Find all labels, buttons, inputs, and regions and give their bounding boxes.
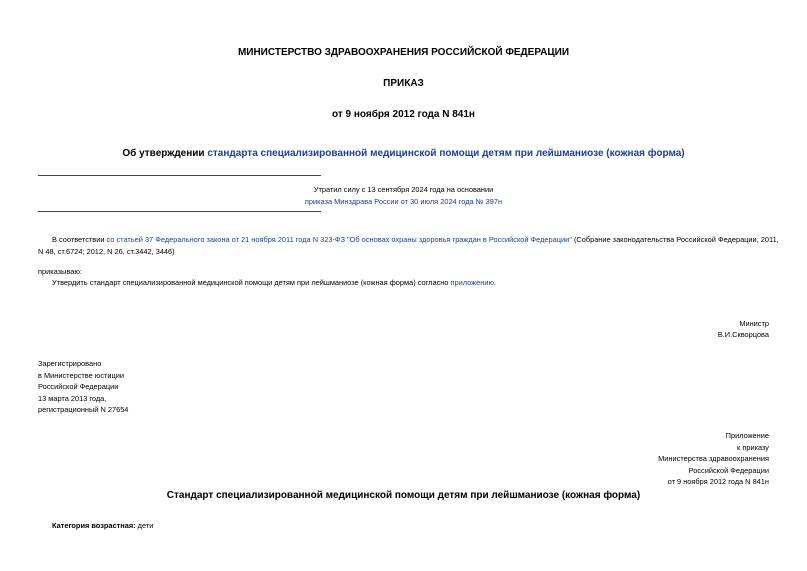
preamble-suffix: (Собрание законодательства Российской Федерации, 2011,: [571, 235, 779, 244]
document-title: [0, 148, 807, 159]
repeal-order-link[interactable]: приказа Минздрава России от 30 июля 2024 года № 397н: [304, 197, 503, 206]
preamble-prefix: В соответствии: [52, 235, 107, 244]
divider-top: [38, 175, 321, 176]
title-prefix: Об утверждении: [122, 148, 208, 159]
standard-title: Стандарт специализированной медицинской помощи детям при лейшманиозе (кожная форма): [166, 490, 641, 501]
age-category: [52, 520, 153, 532]
order-word: приказываю:: [38, 267, 82, 276]
order-paragraph: [52, 277, 496, 289]
registration-line: Российской Федерации: [38, 382, 119, 391]
age-category-value: дети: [135, 521, 154, 530]
status-note-line2: [0, 196, 807, 208]
signature-name: В.И.Скворцова: [717, 330, 769, 339]
divider-bottom: [38, 211, 321, 212]
order-paragraph-prefix: Утвердить стандарт специализированной медицинской помощи детям при лейшманиозе (кожная форма) согласно: [52, 278, 451, 287]
appendix-line: к приказу: [737, 442, 769, 452]
doc-date-number: от 9 ноября 2012 года N 841н: [332, 109, 475, 120]
appendix-block: [658, 430, 769, 488]
age-category-label: Категория возрастная:: [52, 521, 136, 530]
preamble-line2: N 48, ст.6724; 2012, N 26, ст.3442, 3446): [38, 247, 175, 256]
signature-role: Министр: [739, 319, 769, 328]
appendix-line: Министерства здравоохранения: [658, 454, 769, 463]
registration-line: в Министерстве юстиции: [38, 370, 125, 380]
registration-line: 13 марта 2013 года,: [38, 393, 107, 403]
preamble-line1: [52, 234, 779, 246]
order-paragraph-suffix: .: [494, 278, 497, 287]
registration-line: регистрационный N 27654: [38, 405, 129, 414]
status-note-line1: Утратил силу с 13 сентября 2024 года на основании: [313, 185, 494, 194]
appendix-line: Приложение: [725, 431, 769, 440]
appendix-line: от 9 ноября 2012 года N 841н: [667, 477, 769, 486]
ministry-heading: МИНИСТЕРСТВО ЗДРАВООХРАНЕНИЯ РОССИЙСКОЙ ФЕДЕРАЦИИ: [237, 47, 570, 58]
registration-line: Зарегистрировано: [38, 359, 102, 368]
doc-type-heading: ПРИКАЗ: [383, 78, 424, 89]
appendix-line: Российской Федерации: [688, 465, 769, 475]
law-article-link[interactable]: со статьей 37 Федерального закона от 21 ноября 2011 года N 323-ФЗ "Об основах охраны здоровья граждан в Российской Федерации": [106, 235, 572, 244]
title-standard-link[interactable]: стандарта специализированной медицинской помощи детям при лейшманиозе (кожная форма): [207, 148, 685, 159]
registration-block: [38, 358, 128, 416]
appendix-link[interactable]: приложению: [450, 278, 494, 287]
